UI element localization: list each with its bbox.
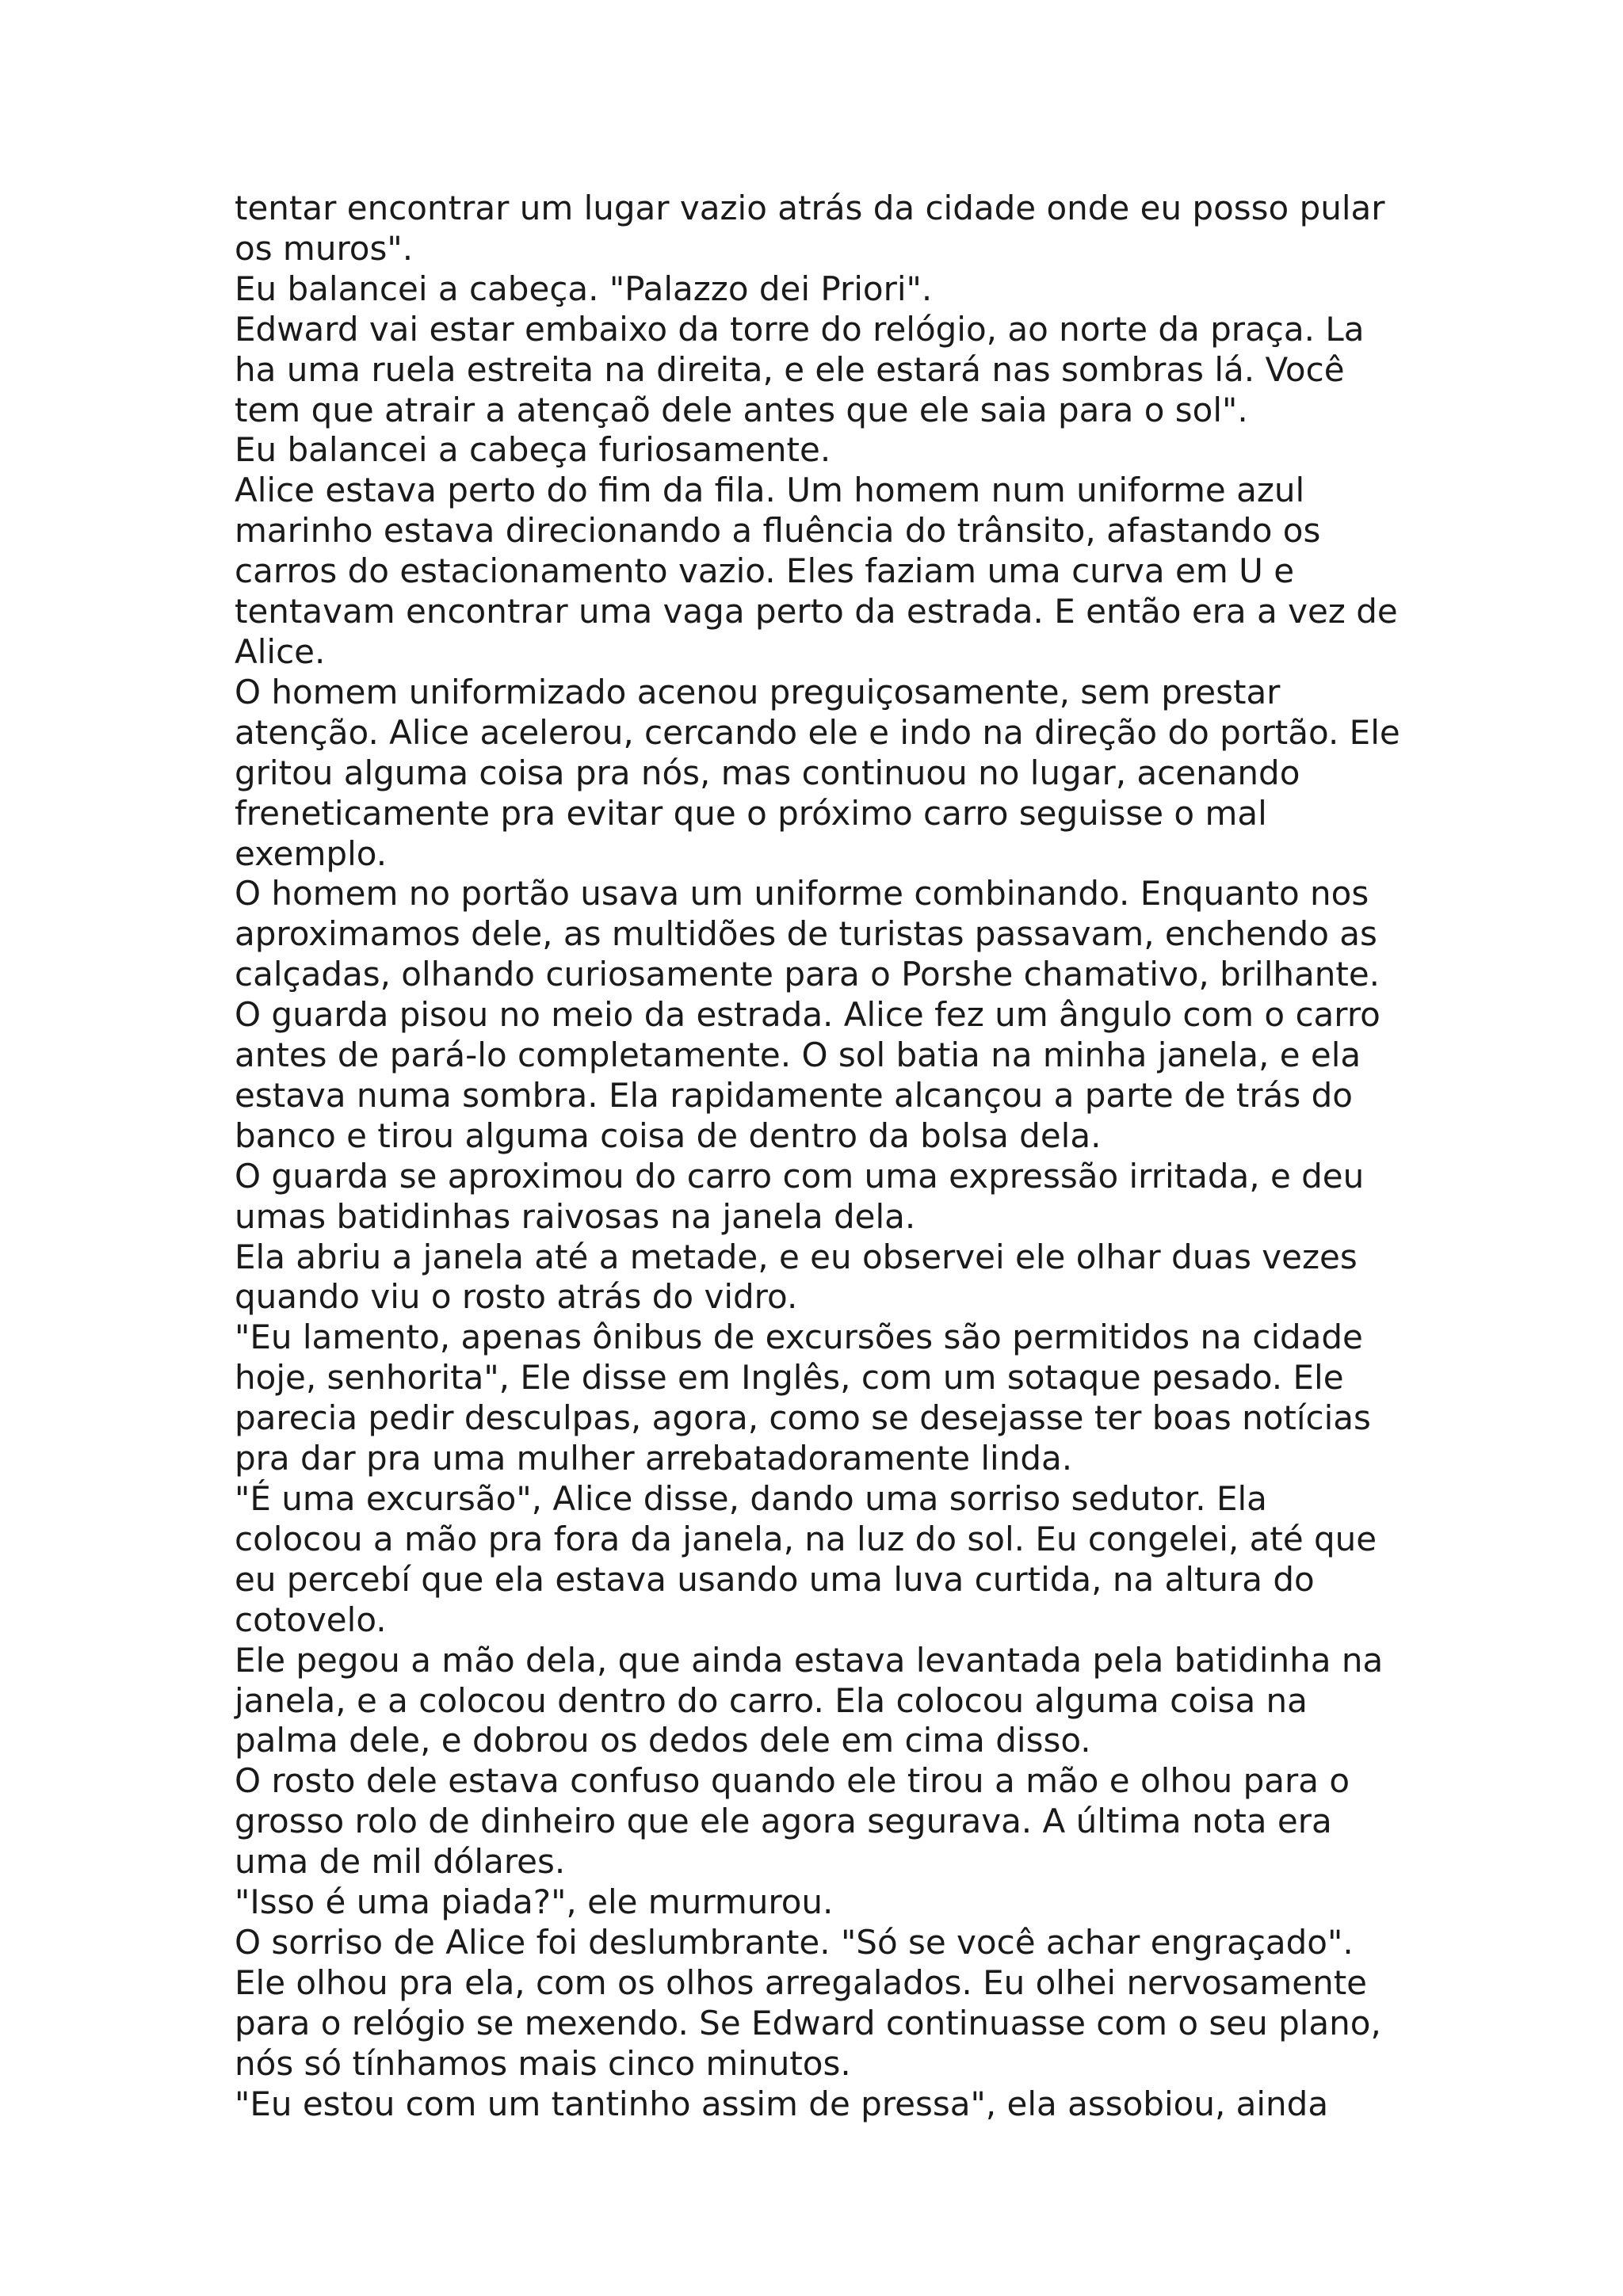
text-line: tentavam encontrar uma vaga perto da estrada. E então era a vez de bbox=[235, 592, 1398, 631]
text-line: grosso rolo de dinheiro que ele agora segurava. A última nota era bbox=[235, 1802, 1332, 1841]
text-line: quando viu o rosto atrás do vidro. bbox=[235, 1277, 798, 1317]
text-line: tentar encontrar um lugar vazio atrás da cidade onde eu posso pular bbox=[235, 189, 1385, 227]
text-line: Edward vai estar embaixo da torre do relógio, ao norte da praça. La bbox=[235, 309, 1365, 349]
text-line: calçadas, olhando curiosamente para o Porshe chamativo, brilhante. bbox=[235, 955, 1381, 994]
text-line: Alice estava perto do fim da fila. Um homem num uniforme azul bbox=[235, 471, 1305, 510]
text-line: eu percebí que ela estava usando uma luva curtida, na altura do bbox=[235, 1559, 1315, 1599]
text-line: marinho estava direcionando a fluência do trânsito, afastando os bbox=[235, 511, 1321, 551]
text-line: para o relógio se mexendo. Se Edward continuasse com o seu plano, bbox=[235, 2003, 1381, 2042]
text-line: "É uma excursão", Alice disse, dando uma sorriso sedutor. Ela bbox=[235, 1479, 1267, 1518]
text-line: banco e tirou alguma coisa de dentro da bolsa dela. bbox=[235, 1116, 1102, 1155]
text-line: parecia pedir desculpas, agora, como se desejasse ter boas notícias bbox=[235, 1398, 1371, 1438]
text-line: nós só tínhamos mais cinco minutos. bbox=[235, 2043, 851, 2083]
text-line: atenção. Alice acelerou, cercando ele e indo na direção do portão. Ele bbox=[235, 712, 1400, 752]
text-line: hoje, senhorita", Ele disse em Inglês, com um sotaque pesado. Ele bbox=[235, 1358, 1344, 1398]
text-line: "Eu lamento, apenas ônibus de excursões são permitidos na cidade bbox=[235, 1318, 1363, 1357]
text-line: O homem uniformizado acenou preguiçosamente, sem prestar bbox=[235, 672, 1281, 711]
text-line: tem que atrair a atençaõ dele antes que ele saia para o sol". bbox=[235, 390, 1248, 429]
text-line: antes de pará-lo completamente. O sol batia na minha janela, e ela bbox=[235, 1035, 1361, 1075]
text-line: palma dele, e dobrou os dedos dele em cima disso. bbox=[235, 1721, 1091, 1760]
text-line: janela, e a colocou dentro do carro. Ela colocou alguma coisa na bbox=[235, 1680, 1308, 1720]
text-line: exemplo. bbox=[235, 833, 388, 873]
text-line: os muros". bbox=[235, 228, 414, 268]
text-line: O sorriso de Alice foi deslumbrante. "Só se você achar engraçado". bbox=[235, 1922, 1354, 1962]
body-text bbox=[235, 189, 1423, 2125]
text-line: umas batidinhas raivosas na janela dela. bbox=[235, 1196, 916, 1236]
text-line: Alice. bbox=[235, 631, 326, 671]
text-line: colocou a mão pra fora da janela, na luz do sol. Eu congelei, até que bbox=[235, 1519, 1377, 1558]
text-line: ha uma ruela estreita na direita, e ele estará nas sombras lá. Você bbox=[235, 349, 1345, 389]
text-line: Ele pegou a mão dela, que ainda estava levantada pela batidinha na bbox=[235, 1640, 1384, 1680]
text-line: O guarda pisou no meio da estrada. Alice fez um ângulo com o carro bbox=[235, 995, 1381, 1035]
text-line: "Eu estou com um tantinho assim de pressa", ela assobiou, ainda bbox=[235, 2084, 1329, 2123]
text-line: aproximamos dele, as multidões de turistas passavam, enchendo as bbox=[235, 914, 1377, 954]
text-line: Eu balancei a cabeça furiosamente. bbox=[235, 430, 831, 470]
text-line: freneticamente pra evitar que o próximo carro seguisse o mal bbox=[235, 793, 1267, 833]
text-line: estava numa sombra. Ela rapidamente alcançou a parte de trás do bbox=[235, 1075, 1353, 1115]
text-line: O guarda se aproximou do carro com uma expressão irritada, e deu bbox=[235, 1156, 1365, 1196]
text-line: gritou alguma coisa pra nós, mas continuou no lugar, acenando bbox=[235, 753, 1300, 792]
text-line: carros do estacionamento vazio. Eles faziam uma curva em U e bbox=[235, 551, 1295, 591]
text-line: pra dar pra uma mulher arrebatadoramente linda. bbox=[235, 1439, 1073, 1478]
text-line: Ele olhou pra ela, com os olhos arregalados. Eu olhei nervosamente bbox=[235, 1962, 1368, 2002]
text-line: Eu balancei a cabeça. "Palazzo dei Priori". bbox=[235, 269, 933, 308]
text-line: "Isso é uma piada?", ele murmurou. bbox=[235, 1882, 834, 1922]
text-line: O rosto dele estava confuso quando ele tirou a mão e olhou para o bbox=[235, 1761, 1350, 1801]
text-line: O homem no portão usava um uniforme combinando. Enquanto nos bbox=[235, 874, 1369, 913]
text-line: cotovelo. bbox=[235, 1600, 387, 1639]
text-line: uma de mil dólares. bbox=[235, 1842, 566, 1882]
text-line: Ela abriu a janela até a metade, e eu observei ele olhar duas vezes bbox=[235, 1237, 1358, 1276]
